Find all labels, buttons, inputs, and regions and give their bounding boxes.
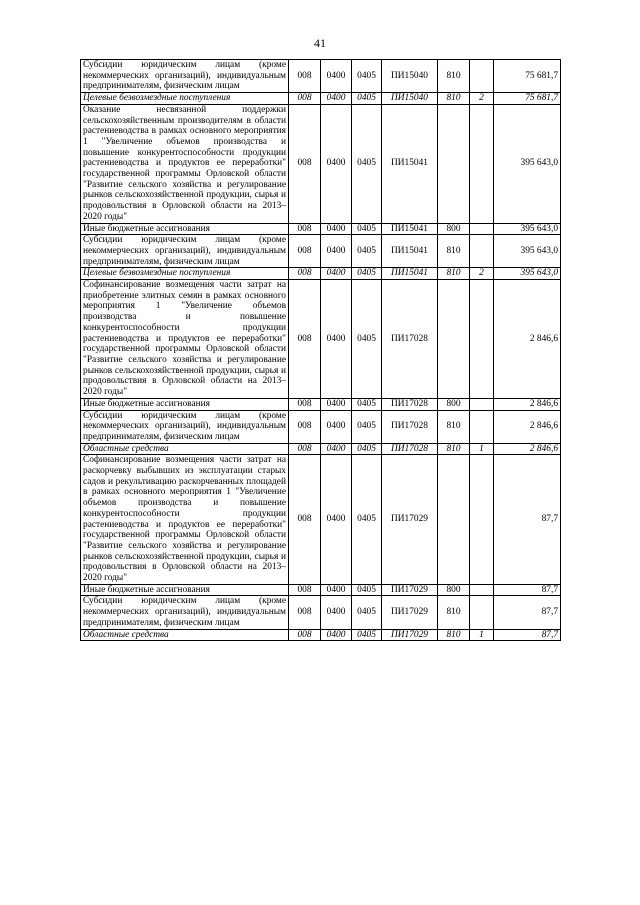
table-row	[81, 455, 561, 584]
row-description: Субсидии юридическим лицам (кроме некоммерческих организаций), индивидуальным предпринимателям, физическим лицам	[81, 235, 289, 268]
row-description: Областные средства	[81, 629, 289, 641]
subsection-code: 0405	[352, 410, 382, 443]
row-description: Субсидии юридическим лицам (кроме некоммерческих организаций), индивидуальным предпринимателям, физическим лицам	[81, 596, 289, 629]
expense-type-code	[438, 455, 470, 584]
row-description: Оказание несвязанной поддержки сельскохозяйственным производителям в области растениеводства в рамках основного мероприятия 1 "Увеличение объемов производства и повышение конкурентоспособности продукции растениеводства и продуктов ее переработки" государственной программы Орловской области "Развитие сельского хозяйства и регулирование рынков сельскохозяйственной продукции, сырья и продовольствия в Орловской области на 2013–2020 годы"	[81, 104, 289, 223]
amount: 87,7	[494, 455, 561, 584]
section-code: 0400	[321, 268, 352, 280]
amount: 87,7	[494, 629, 561, 641]
expense-type-code: 810	[438, 93, 470, 105]
subsection-code: 0405	[352, 443, 382, 455]
table-row	[81, 268, 561, 280]
funding-source-code	[470, 235, 494, 268]
funding-source-code	[470, 596, 494, 629]
expense-type-code: 810	[438, 410, 470, 443]
amount: 75 681,7	[494, 60, 561, 93]
row-description: Иные бюджетные ассигнования	[81, 584, 289, 596]
page-number: 41	[314, 36, 326, 50]
amount: 87,7	[494, 584, 561, 596]
target-article-code: ПИ15040	[382, 93, 438, 105]
amount: 395 643,0	[494, 235, 561, 268]
row-description: Софинансирование возмещения части затрат на раскорчевку выбывших из эксплуатации старых садов и рекультивацию раскорчеванных площадей в рамках основного мероприятия 1 "Увеличение объемов производства и повышение конкурентоспособности продукции растениеводства и продуктов ее переработки" государственной программы Орловской области "Развитие сельского хозяйства и регулирование рынков сельскохозяйственной продукции, сырья и продовольствия в Орловской области на 2013–2020 годы"	[81, 455, 289, 584]
ministry-code: 008	[289, 584, 321, 596]
target-article-code: ПИ15041	[382, 235, 438, 268]
funding-source-code: 1	[470, 443, 494, 455]
table-row	[81, 235, 561, 268]
target-article-code: ПИ17029	[382, 584, 438, 596]
target-article-code: ПИ17028	[382, 280, 438, 399]
table-row	[81, 443, 561, 455]
subsection-code: 0405	[352, 223, 382, 235]
target-article-code: ПИ17029	[382, 455, 438, 584]
target-article-code: ПИ15041	[382, 223, 438, 235]
amount: 395 643,0	[494, 223, 561, 235]
expense-type-code: 800	[438, 398, 470, 410]
funding-source-code	[470, 280, 494, 399]
section-code: 0400	[321, 60, 352, 93]
table-row	[81, 223, 561, 235]
expense-type-code	[438, 280, 470, 399]
section-code: 0400	[321, 398, 352, 410]
row-description: Иные бюджетные ассигнования	[81, 223, 289, 235]
funding-source-code	[470, 584, 494, 596]
table-row	[81, 60, 561, 93]
target-article-code: ПИ17028	[382, 443, 438, 455]
funding-source-code	[470, 398, 494, 410]
section-code: 0400	[321, 596, 352, 629]
funding-source-code	[470, 104, 494, 223]
expense-type-code: 810	[438, 60, 470, 93]
section-code: 0400	[321, 223, 352, 235]
ministry-code: 008	[289, 410, 321, 443]
row-description: Целевые безвозмездные поступления	[81, 93, 289, 105]
expense-type-code: 810	[438, 629, 470, 641]
amount: 2 846,6	[494, 398, 561, 410]
table-row	[81, 596, 561, 629]
table-row	[81, 584, 561, 596]
section-code: 0400	[321, 455, 352, 584]
expense-type-code	[438, 104, 470, 223]
section-code: 0400	[321, 410, 352, 443]
table-row	[81, 398, 561, 410]
section-code: 0400	[321, 584, 352, 596]
row-description: Целевые безвозмездные поступления	[81, 268, 289, 280]
subsection-code: 0405	[352, 596, 382, 629]
row-description: Софинансирование возмещения части затрат на приобретение элитных семян в рамках основного мероприятия 1 "Увеличение объемов производства и повышение конкурентоспособности продукции растениеводства и продуктов ее переработки" государственной программы Орловской области "Развитие сельского хозяйства и регулирование рынков сельскохозяйственной продукции, сырья и продовольствия в Орловской области на 2013–2020 годы"	[81, 280, 289, 399]
ministry-code: 008	[289, 280, 321, 399]
subsection-code: 0405	[352, 104, 382, 223]
funding-source-code	[470, 410, 494, 443]
subsection-code: 0405	[352, 455, 382, 584]
expense-type-code: 800	[438, 223, 470, 235]
subsection-code: 0405	[352, 268, 382, 280]
section-code: 0400	[321, 443, 352, 455]
subsection-code: 0405	[352, 629, 382, 641]
expense-type-code: 810	[438, 235, 470, 268]
expense-type-code: 800	[438, 584, 470, 596]
table-row	[81, 104, 561, 223]
target-article-code: ПИ17028	[382, 410, 438, 443]
subsection-code: 0405	[352, 93, 382, 105]
amount: 2 846,6	[494, 280, 561, 399]
funding-source-code: 2	[470, 93, 494, 105]
target-article-code: ПИ15040	[382, 60, 438, 93]
target-article-code: ПИ15041	[382, 104, 438, 223]
subsection-code: 0405	[352, 280, 382, 399]
subsection-code: 0405	[352, 584, 382, 596]
funding-source-code: 1	[470, 629, 494, 641]
ministry-code: 008	[289, 93, 321, 105]
subsection-code: 0405	[352, 60, 382, 93]
ministry-code: 008	[289, 443, 321, 455]
section-code: 0400	[321, 93, 352, 105]
row-description: Субсидии юридическим лицам (кроме некоммерческих организаций), индивидуальным предпринимателям, физическим лицам	[81, 410, 289, 443]
row-description: Иные бюджетные ассигнования	[81, 398, 289, 410]
amount: 75 681,7	[494, 93, 561, 105]
amount: 87,7	[494, 596, 561, 629]
section-code: 0400	[321, 280, 352, 399]
table-row	[81, 93, 561, 105]
ministry-code: 008	[289, 223, 321, 235]
expense-type-code: 810	[438, 596, 470, 629]
target-article-code: ПИ17029	[382, 629, 438, 641]
ministry-code: 008	[289, 268, 321, 280]
ministry-code: 008	[289, 398, 321, 410]
ministry-code: 008	[289, 104, 321, 223]
funding-source-code	[470, 60, 494, 93]
section-code: 0400	[321, 235, 352, 268]
target-article-code: ПИ15041	[382, 268, 438, 280]
funding-source-code: 2	[470, 268, 494, 280]
row-description: Областные средства	[81, 443, 289, 455]
row-description: Субсидии юридическим лицам (кроме некоммерческих организаций), индивидуальным предпринимателям, физическим лицам	[81, 60, 289, 93]
table-row	[81, 629, 561, 641]
target-article-code: ПИ17029	[382, 596, 438, 629]
amount: 395 643,0	[494, 104, 561, 223]
subsection-code: 0405	[352, 235, 382, 268]
ministry-code: 008	[289, 596, 321, 629]
funding-source-code	[470, 455, 494, 584]
ministry-code: 008	[289, 235, 321, 268]
amount: 395 643,0	[494, 268, 561, 280]
section-code: 0400	[321, 104, 352, 223]
funding-source-code	[470, 223, 494, 235]
section-code: 0400	[321, 629, 352, 641]
amount: 2 846,6	[494, 410, 561, 443]
amount: 2 846,6	[494, 443, 561, 455]
budget-table	[80, 59, 561, 641]
table-row	[81, 280, 561, 399]
ministry-code: 008	[289, 629, 321, 641]
subsection-code: 0405	[352, 398, 382, 410]
expense-type-code: 810	[438, 268, 470, 280]
expense-type-code: 810	[438, 443, 470, 455]
ministry-code: 008	[289, 455, 321, 584]
target-article-code: ПИ17028	[382, 398, 438, 410]
table-row	[81, 410, 561, 443]
ministry-code: 008	[289, 60, 321, 93]
